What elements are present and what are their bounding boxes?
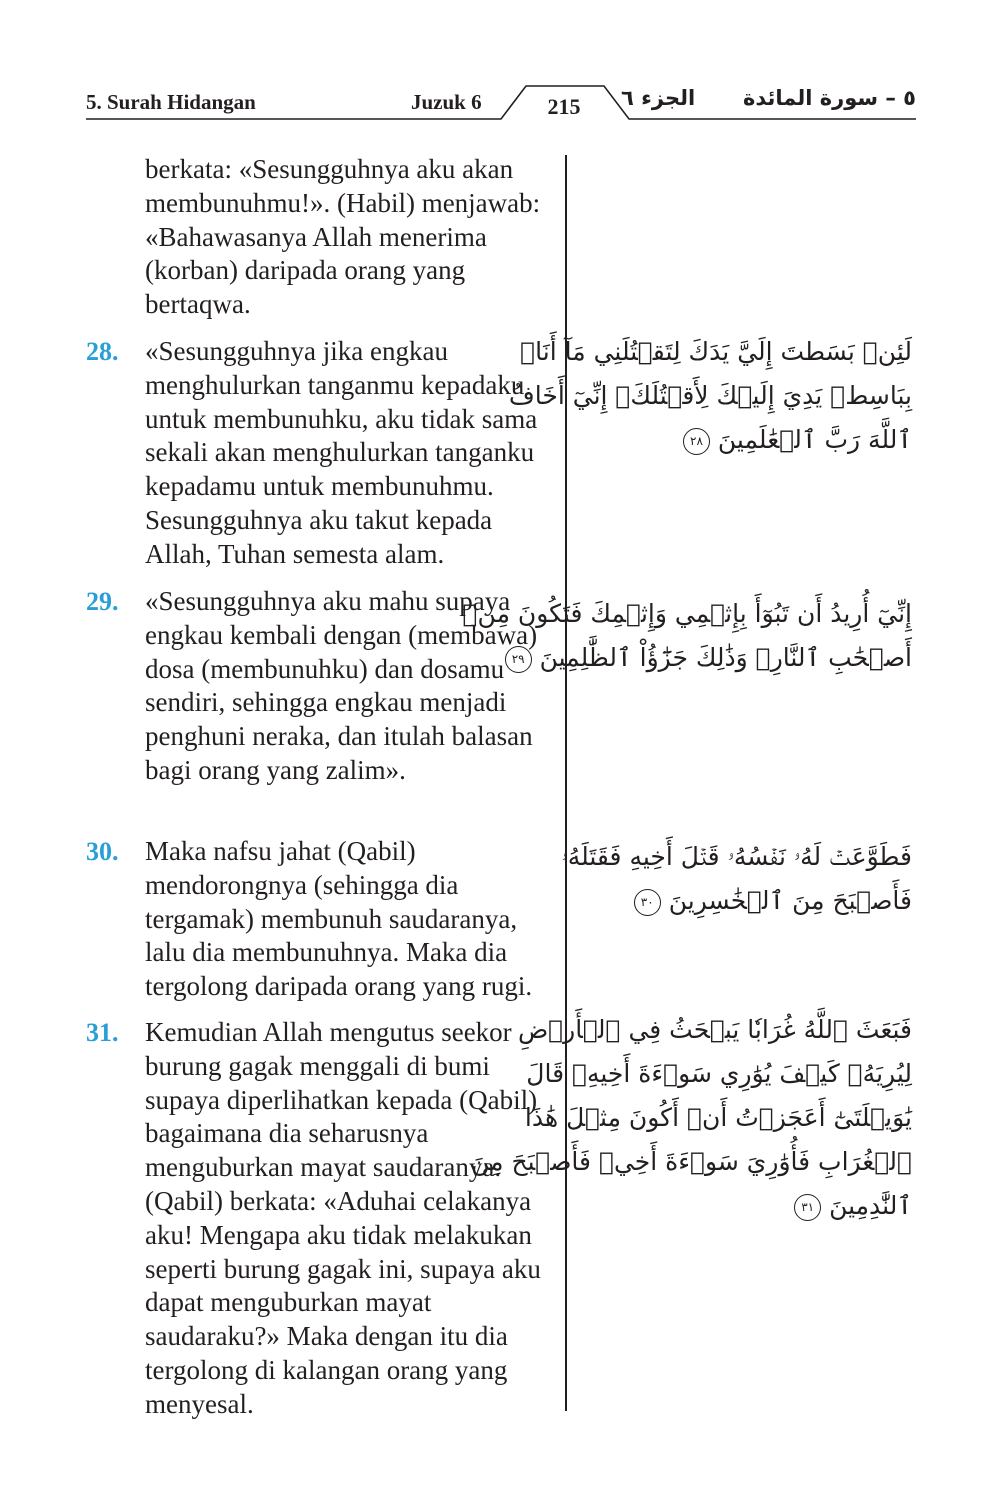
verse-end-marker: ٢٩ — [505, 646, 532, 673]
verse-number: 30. — [86, 837, 119, 866]
verse-end-marker: ٣١ — [794, 1194, 821, 1221]
arabic-line: أَصۡحَٰبِ ٱلنَّارِۚ وَذَٰلِكَ جَزَٰٓؤُاْ ٱلظَّٰلِمِينَ ٢٩ — [592, 636, 912, 680]
verse-number: 31. — [86, 1018, 119, 1047]
arabic-line: إِنِّيٓ أُرِيدُ أَن تَبُوٓأَ بِإِثۡمِي وَإِثۡمِكَ فَتَكُونَ مِنۡ — [462, 599, 912, 628]
continuation-translation: berkata: «Sesungguhnya aku akan membunuhmu!». (Habil) menjawab: «Bahawasanya Allah menerima (korban) daripada orang yang bertaqwa. — [145, 154, 541, 320]
juz-label-arabic: الجزء ٦ — [621, 86, 696, 110]
arabic-line: ٱلۡغُرَابِ فَأُوَٰرِيَ سَوۡءَةَ أَخِيۖ فَأَصۡبَحَ مِنَ — [471, 1147, 912, 1176]
verse-translation: «Sesungguhnya jika engkau menghulurkan tanganmu kepadaku untuk membunuhku, aku tidak sama sekali akan menghulurkan tanganku kepadamu untuk membunuhmu. Sesungguhnya aku takut kepada Allah, Tuhan semesta alam. — [145, 336, 538, 569]
verse-translation: Maka nafsu jahat (Qabil) mendorongnya (sehingga dia tergamak) membunuh saudaranya, lalu dia membunuhnya. Maka dia tergolong daripada orang yang rugi. — [145, 836, 533, 1002]
arabic-line: فَطَوَّعَتۡ لَهُۥ نَفۡسُهُۥ قَتۡلَ أَخِيهِ فَقَتَلَهُۥ — [561, 842, 912, 871]
verse-number: 29. — [86, 587, 119, 616]
page-header — [86, 78, 916, 124]
verse-end-marker: ٣٠ — [634, 889, 661, 916]
verse-number: 28. — [86, 337, 119, 366]
arabic-line: ٱللَّهَ رَبَّ ٱلۡعَٰلَمِينَ ٢٨ — [592, 418, 912, 462]
verse-arabic — [462, 592, 912, 680]
verse-translation: Kemudian Allah mengutus seekor burung gagak menggali di bumi supaya diperlihatkan kepada (Qabil) bagaimana dia seharusnya menguburkan mayat saudaranya. (Qabil) berkata: «Aduhai celakanya aku! Mengapa aku tidak melakukan seperti burung gagak ini, supaya aku dapat menguburkan mayat saudaraku?» Maka dengan itu dia tergolong di kalangan orang yang menyesal. — [145, 1017, 541, 1419]
verse-end-marker: ٢٨ — [683, 428, 710, 455]
arabic-line: ٱلنَّٰدِمِينَ ٣١ — [592, 1184, 912, 1228]
arabic-line: لِيُرِيَهُۥ كَيۡفَ يُوَٰرِي سَوۡءَةَ أَخِيهِۚ قَالَ — [526, 1059, 912, 1088]
juzuk-label-latin: Juzuk 6 — [411, 90, 482, 114]
arabic-line: بِبَاسِطٖ يَدِيَ إِلَيۡكَ لِأَقۡتُلَكَۖ إِنِّيٓ أَخَافُ — [508, 381, 912, 410]
arabic-line: فَأَصۡبَحَ مِنَ ٱلۡخَٰسِرِينَ ٣٠ — [592, 879, 912, 923]
arabic-line: لَئِنۢ بَسَطتَ إِلَيَّ يَدَكَ لِتَقۡتُلَنِي مَآ أَنَا۠ — [520, 337, 912, 366]
verse-arabic — [471, 1008, 912, 1228]
surah-title-arabic: ٥ – سورة المائدة — [742, 86, 916, 110]
verse-arabic — [508, 330, 912, 462]
arabic-line: يَٰوَيۡلَتَىٰٓ أَعَجَزۡتُ أَنۡ أَكُونَ مِثۡلَ هَٰذَا — [524, 1103, 912, 1132]
arabic-line: فَبَعَثَ ٱللَّهُ غُرَابٗا يَبۡحَثُ فِي ٱلۡأَرۡضِ — [517, 1015, 912, 1044]
page-number: 215 — [547, 94, 581, 119]
surah-title-latin: 5. Surah Hidangan — [86, 90, 256, 114]
verse-translation: «Sesungguhnya aku mahu supaya engkau kembali dengan (membawa) dosa (membunuhku) dan dosamu sendiri, sehingga engkau menjadi penghuni neraka, dan itulah balasan bagi orang yang zalim». — [145, 586, 538, 785]
verse-arabic — [561, 835, 912, 923]
